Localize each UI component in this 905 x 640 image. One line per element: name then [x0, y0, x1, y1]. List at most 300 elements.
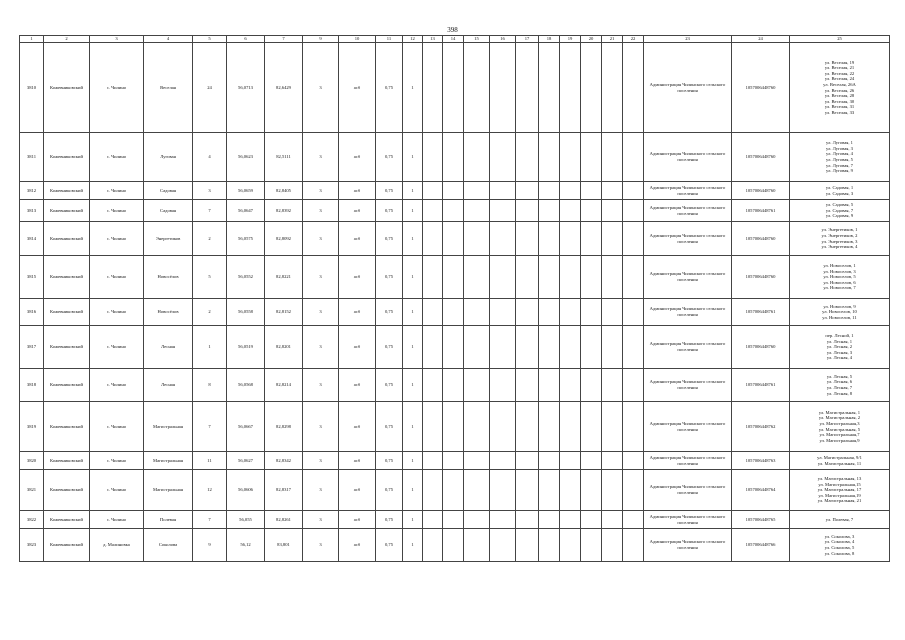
- address-line: ул. Новоселов, 9: [823, 303, 856, 309]
- col9-cell: 3: [303, 200, 339, 222]
- table-row: [20, 182, 890, 200]
- address-line: ул. Новоселов, 5: [823, 274, 856, 280]
- ogrn-cell: 1057006448760: [732, 43, 790, 133]
- col9-cell: 3: [303, 326, 339, 369]
- ogrn-cell: 1057006448761: [732, 200, 790, 222]
- address-line: пер. Лесной, 1: [825, 333, 854, 339]
- table-row: [20, 529, 890, 562]
- container-count: 11: [193, 452, 227, 470]
- column-number: 1: [20, 36, 44, 43]
- surface-cell: асб: [339, 222, 376, 256]
- longitude-cell: 82,6429: [265, 43, 303, 133]
- col9-cell: 3: [303, 43, 339, 133]
- longitude-cell: 82,8092: [265, 222, 303, 256]
- surface-cell: асб: [339, 402, 376, 452]
- column-number: 16: [490, 36, 516, 43]
- container-count: 12: [193, 470, 227, 511]
- empty-cell: [423, 222, 443, 256]
- empty-cell: [539, 43, 560, 133]
- empty-cell: [490, 222, 516, 256]
- table-row: [20, 470, 890, 511]
- address-line: ул. Энергетиков, 2: [821, 232, 858, 238]
- street-cell: Магистральная: [144, 452, 193, 470]
- col12-cell: 1: [403, 182, 423, 200]
- column-number: 4: [144, 36, 193, 43]
- empty-cell: [560, 299, 581, 326]
- address-line: ул. Новоселов, 1: [823, 263, 856, 269]
- empty-cell: [560, 256, 581, 299]
- empty-cell: [623, 452, 644, 470]
- empty-cell: [560, 529, 581, 562]
- address-line: ул. Магистральная,3: [819, 420, 860, 426]
- empty-cell: [423, 299, 443, 326]
- empty-cell: [602, 222, 623, 256]
- empty-cell: [560, 402, 581, 452]
- empty-cell: [423, 43, 443, 133]
- empty-cell: [623, 133, 644, 182]
- area-cell: 0,75: [376, 43, 403, 133]
- street-cell: Соколова: [144, 529, 193, 562]
- empty-cell: [602, 529, 623, 562]
- empty-cell: [581, 511, 602, 529]
- street-cell: Лесная: [144, 326, 193, 369]
- organization-cell: Администрация Чилинского сельского поселения: [644, 222, 732, 256]
- address-line: ул. Новоселов, 7: [823, 285, 856, 291]
- table-row: [20, 299, 890, 326]
- street-cell: Лесная: [144, 369, 193, 402]
- address-line: ул. Лесная, 5: [826, 373, 853, 379]
- empty-cell: [560, 43, 581, 133]
- empty-cell: [490, 326, 516, 369]
- latitude-cell: 56,0623: [227, 133, 265, 182]
- surface-cell: асб: [339, 182, 376, 200]
- latitude-cell: 56,0519: [227, 326, 265, 369]
- empty-cell: [464, 182, 490, 200]
- table-row: [20, 326, 890, 369]
- container-count: 4: [193, 133, 227, 182]
- col12-cell: 1: [403, 133, 423, 182]
- address-line: ул. Магистральная,19: [818, 492, 861, 498]
- empty-cell: [516, 133, 539, 182]
- surface-cell: асб: [339, 299, 376, 326]
- column-number: 25: [790, 36, 890, 43]
- record-number: 3823: [20, 529, 44, 562]
- address-line: ул. Веселая, 19: [824, 59, 855, 65]
- empty-cell: [443, 369, 464, 402]
- column-number: 17: [516, 36, 539, 43]
- address-line: ул. Садовая, 7: [825, 207, 854, 213]
- district-cell: Кожевниковский: [44, 43, 90, 133]
- area-cell: 0,75: [376, 511, 403, 529]
- area-cell: 0,75: [376, 256, 403, 299]
- street-cell: Магистральная: [144, 402, 193, 452]
- address-line: ул. Веселая, 24: [824, 76, 855, 82]
- area-cell: 0,75: [376, 326, 403, 369]
- address-line: ул. Новоселов, 6: [823, 279, 856, 285]
- col9-cell: 3: [303, 511, 339, 529]
- col9-cell: 3: [303, 470, 339, 511]
- address-line: ул. Полевая, 7: [825, 516, 854, 522]
- empty-cell: [560, 452, 581, 470]
- empty-cell: [560, 222, 581, 256]
- organization-cell: Администрация Чилинского сельского поселения: [644, 200, 732, 222]
- empty-cell: [516, 43, 539, 133]
- ogrn-cell: 1057006448761: [732, 299, 790, 326]
- empty-cell: [516, 222, 539, 256]
- ogrn-cell: 1057006448763: [732, 452, 790, 470]
- settlement-cell: с. Чилино: [90, 299, 144, 326]
- table-row: [20, 452, 890, 470]
- empty-cell: [443, 326, 464, 369]
- empty-cell: [623, 222, 644, 256]
- col12-cell: 1: [403, 222, 423, 256]
- empty-cell: [490, 299, 516, 326]
- settlement-cell: с. Чилино: [90, 256, 144, 299]
- record-number: 3810: [20, 43, 44, 133]
- empty-cell: [464, 256, 490, 299]
- addresses-cell: [790, 402, 890, 452]
- district-cell: Кожевниковский: [44, 299, 90, 326]
- district-cell: Кожевниковский: [44, 470, 90, 511]
- empty-cell: [516, 299, 539, 326]
- empty-cell: [516, 182, 539, 200]
- column-number: 22: [623, 36, 644, 43]
- empty-cell: [423, 200, 443, 222]
- street-cell: Новосёлов: [144, 256, 193, 299]
- settlement-cell: с. Чилино: [90, 222, 144, 256]
- surface-cell: асб: [339, 256, 376, 299]
- col9-cell: 3: [303, 222, 339, 256]
- col12-cell: 1: [403, 511, 423, 529]
- column-number: 21: [602, 36, 623, 43]
- table-row: [20, 511, 890, 529]
- column-number: 10: [339, 36, 376, 43]
- container-count: 9: [193, 529, 227, 562]
- empty-cell: [539, 133, 560, 182]
- address-line: ул. Соколова, 5: [824, 545, 855, 550]
- settlement-cell: с. Чилино: [90, 470, 144, 511]
- empty-cell: [581, 299, 602, 326]
- address-line: ул. Соколова, 3: [824, 533, 855, 539]
- ogrn-cell: 1057006448761: [732, 369, 790, 402]
- empty-cell: [539, 402, 560, 452]
- latitude-cell: 56,0558: [227, 299, 265, 326]
- empty-cell: [602, 299, 623, 326]
- record-number: 3819: [20, 402, 44, 452]
- col12-cell: 1: [403, 200, 423, 222]
- empty-cell: [602, 402, 623, 452]
- address-line: ул. Луговая, 3: [826, 145, 853, 151]
- column-number: 12: [403, 36, 423, 43]
- col12-cell: 1: [403, 529, 423, 562]
- empty-cell: [423, 326, 443, 369]
- address-line: ул. Луговая, 5: [826, 157, 853, 162]
- address-line: ул. Садовая, 5: [825, 202, 854, 208]
- page-number: 398: [447, 26, 458, 34]
- latitude-cell: 56,0575: [227, 222, 265, 256]
- column-number: 19: [560, 36, 581, 43]
- latitude-cell: 56,0552: [227, 256, 265, 299]
- col12-cell: 1: [403, 402, 423, 452]
- col12-cell: 1: [403, 369, 423, 402]
- empty-cell: [443, 402, 464, 452]
- address-line: ул. Лесная, 1: [826, 338, 853, 344]
- empty-cell: [581, 369, 602, 402]
- organization-cell: Администрация Чилинского сельского поселения: [644, 182, 732, 200]
- column-number: 9: [303, 36, 339, 43]
- street-cell: Новосёлов: [144, 299, 193, 326]
- surface-cell: асб: [339, 326, 376, 369]
- column-number: 2: [44, 36, 90, 43]
- address-line: ул. Соколова, 8: [824, 550, 855, 556]
- record-number: 3821: [20, 470, 44, 511]
- longitude-cell: 82,8298: [265, 402, 303, 452]
- address-line: ул. Лесная, 3: [826, 349, 853, 355]
- district-cell: Кожевниковский: [44, 133, 90, 182]
- empty-cell: [443, 200, 464, 222]
- address-line: ул. Лесная, 4: [826, 355, 853, 361]
- column-number: 3: [90, 36, 144, 43]
- container-count: 5: [193, 256, 227, 299]
- empty-cell: [516, 452, 539, 470]
- record-number: 3811: [20, 133, 44, 182]
- address-line: ул. Веселая, 26: [824, 87, 855, 93]
- address-line: ул. Веселая, 21: [824, 65, 855, 71]
- column-number: 13: [423, 36, 443, 43]
- container-count: 8: [193, 369, 227, 402]
- empty-cell: [464, 369, 490, 402]
- empty-cell: [581, 529, 602, 562]
- empty-cell: [623, 470, 644, 511]
- district-cell: Кожевниковский: [44, 222, 90, 256]
- addresses-cell: [790, 299, 890, 326]
- empty-cell: [623, 511, 644, 529]
- organization-cell: Администрация Чилинского сельского поселения: [644, 529, 732, 562]
- addresses-cell: [790, 182, 890, 200]
- empty-cell: [581, 402, 602, 452]
- address-line: ул. Энергетиков, 4: [821, 244, 858, 250]
- empty-cell: [539, 452, 560, 470]
- longitude-cell: 82,8317: [265, 470, 303, 511]
- district-cell: Кожевниковский: [44, 402, 90, 452]
- address-line: ул. Садовая, 1: [825, 184, 854, 190]
- empty-cell: [539, 511, 560, 529]
- address-line: ул. Магистральная, 21: [817, 498, 862, 504]
- surface-cell: асб: [339, 470, 376, 511]
- empty-cell: [443, 182, 464, 200]
- area-cell: 0,75: [376, 133, 403, 182]
- empty-cell: [464, 200, 490, 222]
- area-cell: 0,75: [376, 299, 403, 326]
- empty-cell: [602, 369, 623, 402]
- empty-cell: [539, 326, 560, 369]
- empty-cell: [423, 133, 443, 182]
- empty-cell: [560, 182, 581, 200]
- empty-cell: [443, 256, 464, 299]
- empty-cell: [623, 402, 644, 452]
- settlement-cell: с. Чилино: [90, 402, 144, 452]
- empty-cell: [623, 200, 644, 222]
- empty-cell: [464, 299, 490, 326]
- settlement-cell: с. Чилино: [90, 452, 144, 470]
- col9-cell: 3: [303, 369, 339, 402]
- address-line: ул. Веселая, 30: [824, 98, 855, 104]
- empty-cell: [423, 452, 443, 470]
- empty-cell: [623, 369, 644, 402]
- empty-cell: [443, 452, 464, 470]
- col12-cell: 1: [403, 43, 423, 133]
- area-cell: 0,75: [376, 402, 403, 452]
- district-cell: Кожевниковский: [44, 511, 90, 529]
- empty-cell: [623, 299, 644, 326]
- latitude-cell: 56,0667: [227, 402, 265, 452]
- empty-cell: [602, 43, 623, 133]
- empty-cell: [490, 256, 516, 299]
- addresses-cell: [790, 200, 890, 222]
- settlement-cell: с. Чилино: [90, 133, 144, 182]
- organization-cell: Администрация Чилинского сельского поселения: [644, 369, 732, 402]
- street-cell: Луговая: [144, 133, 193, 182]
- address-line: ул. Новоселов, 11: [822, 314, 857, 320]
- col12-cell: 1: [403, 452, 423, 470]
- table-row: [20, 133, 890, 182]
- ogrn-cell: 1057006448760: [732, 222, 790, 256]
- empty-cell: [443, 529, 464, 562]
- col9-cell: 3: [303, 452, 339, 470]
- ogrn-cell: 1057006448766: [732, 529, 790, 562]
- ogrn-cell: 1057006448760: [732, 256, 790, 299]
- empty-cell: [560, 511, 581, 529]
- empty-cell: [581, 256, 602, 299]
- empty-cell: [623, 182, 644, 200]
- empty-cell: [490, 133, 516, 182]
- ogrn-cell: 1057006448762: [732, 402, 790, 452]
- container-count: 7: [193, 200, 227, 222]
- empty-cell: [602, 470, 623, 511]
- empty-cell: [602, 511, 623, 529]
- latitude-cell: 56,0659: [227, 182, 265, 200]
- street-cell: Веселая: [144, 43, 193, 133]
- empty-cell: [581, 222, 602, 256]
- addresses-cell: [790, 256, 890, 299]
- empty-cell: [490, 182, 516, 200]
- addresses-cell: [790, 452, 890, 470]
- table-row: [20, 200, 890, 222]
- address-line: ул. Лесная, 2: [826, 344, 853, 350]
- empty-cell: [581, 200, 602, 222]
- empty-cell: [464, 470, 490, 511]
- empty-cell: [443, 511, 464, 529]
- table-row: [20, 402, 890, 452]
- address-line: ул. Луговая, 1: [826, 140, 853, 146]
- organization-cell: Администрация Чилинского сельского поселения: [644, 511, 732, 529]
- address-line: ул. Магистральная, 13: [817, 476, 862, 482]
- address-line: ул. Энергетиков, 3: [821, 238, 858, 244]
- longitude-cell: 82,8392: [265, 200, 303, 222]
- settlement-cell: с. Чилино: [90, 200, 144, 222]
- addresses-cell: [790, 222, 890, 256]
- empty-cell: [464, 529, 490, 562]
- area-cell: 0,75: [376, 369, 403, 402]
- empty-cell: [581, 326, 602, 369]
- empty-cell: [539, 222, 560, 256]
- latitude-cell: 56,0713: [227, 43, 265, 133]
- address-line: ул. Лесная, 6: [826, 379, 853, 385]
- address-line: ул. Энергетиков, 1: [821, 227, 858, 233]
- empty-cell: [423, 256, 443, 299]
- empty-cell: [423, 529, 443, 562]
- column-number-row: [20, 36, 890, 43]
- address-line: ул. Лесная, 8: [826, 390, 853, 396]
- empty-cell: [443, 133, 464, 182]
- empty-cell: [623, 256, 644, 299]
- street-cell: Магистральная: [144, 470, 193, 511]
- column-number: 7: [265, 36, 303, 43]
- street-cell: Энергетиков: [144, 222, 193, 256]
- empty-cell: [516, 529, 539, 562]
- col12-cell: 1: [403, 256, 423, 299]
- area-cell: 0,75: [376, 470, 403, 511]
- latitude-cell: 56,0647: [227, 200, 265, 222]
- latitude-cell: 56,055: [227, 511, 265, 529]
- organization-cell: Администрация Чилинского сельского поселения: [644, 43, 732, 133]
- record-number: 3822: [20, 511, 44, 529]
- record-number: 3818: [20, 369, 44, 402]
- registry-table: [19, 35, 890, 562]
- surface-cell: асб: [339, 452, 376, 470]
- area-cell: 0,75: [376, 222, 403, 256]
- column-number: 24: [732, 36, 790, 43]
- column-number: 14: [443, 36, 464, 43]
- ogrn-cell: 1057006448760: [732, 182, 790, 200]
- address-line: ул. Веселая, 33: [824, 109, 855, 115]
- district-cell: Кожевниковский: [44, 200, 90, 222]
- latitude-cell: 56,0606: [227, 470, 265, 511]
- longitude-cell: 82,8201: [265, 326, 303, 369]
- container-count: 7: [193, 511, 227, 529]
- record-number: 3820: [20, 452, 44, 470]
- street-cell: Садовая: [144, 182, 193, 200]
- longitude-cell: 82,8221: [265, 256, 303, 299]
- empty-cell: [443, 222, 464, 256]
- settlement-cell: с. Чилино: [90, 511, 144, 529]
- col12-cell: 1: [403, 470, 423, 511]
- ogrn-cell: 1057006448765: [732, 511, 790, 529]
- empty-cell: [623, 43, 644, 133]
- address-line: ул. Соколова, 4: [824, 539, 855, 545]
- table-row: [20, 369, 890, 402]
- longitude-cell: 82,8152: [265, 299, 303, 326]
- column-number: 23: [644, 36, 732, 43]
- addresses-cell: [790, 511, 890, 529]
- address-line: ул. Магистральная,15: [818, 481, 861, 487]
- col12-cell: 1: [403, 326, 423, 369]
- settlement-cell: с. Чилино: [90, 43, 144, 133]
- container-count: 3: [193, 182, 227, 200]
- empty-cell: [423, 511, 443, 529]
- container-count: 2: [193, 299, 227, 326]
- empty-cell: [560, 470, 581, 511]
- empty-cell: [490, 452, 516, 470]
- column-number: 5: [193, 36, 227, 43]
- ogrn-cell: 1057006448760: [732, 326, 790, 369]
- area-cell: 0,75: [376, 182, 403, 200]
- container-count: 1: [193, 326, 227, 369]
- col9-cell: 3: [303, 529, 339, 562]
- empty-cell: [560, 326, 581, 369]
- empty-cell: [602, 452, 623, 470]
- empty-cell: [539, 369, 560, 402]
